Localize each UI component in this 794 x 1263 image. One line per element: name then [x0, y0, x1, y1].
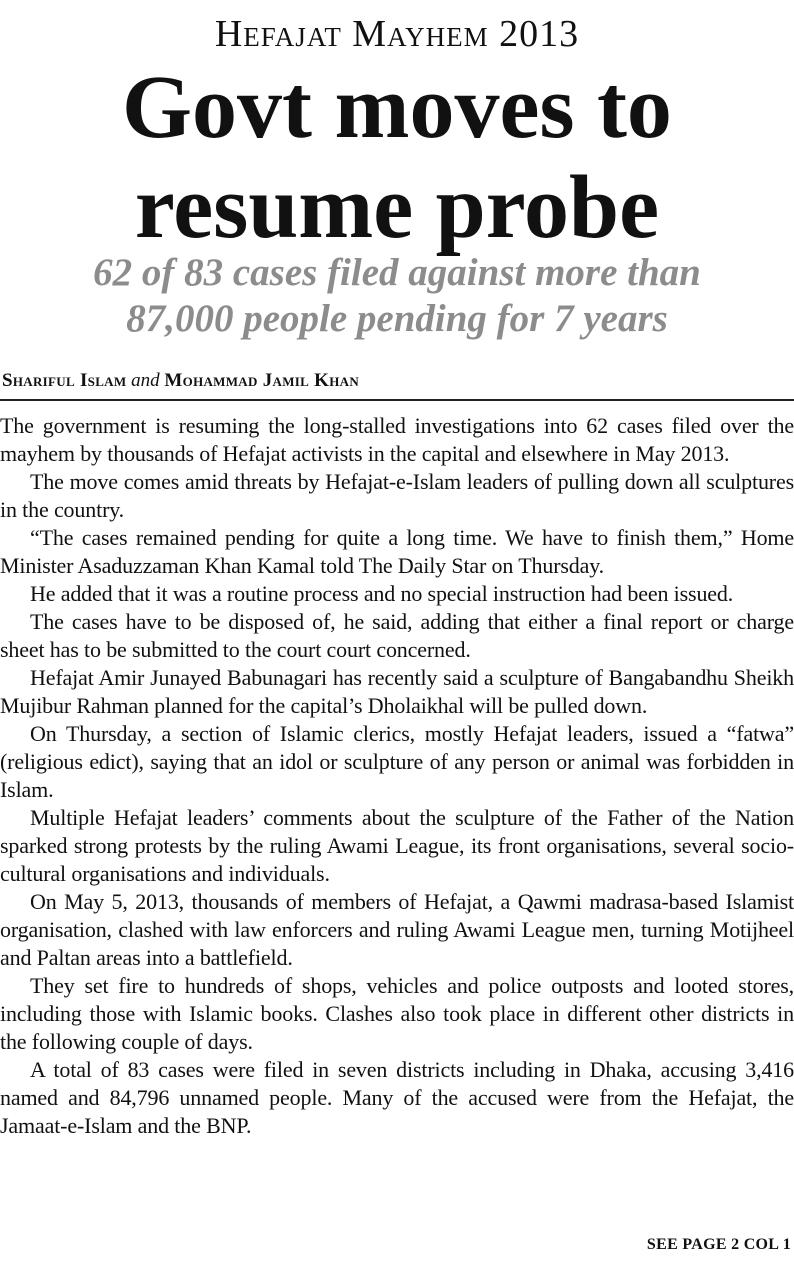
- headline-line: Govt moves to: [122, 58, 672, 157]
- byline-author: Mohammad Jamil Khan: [164, 370, 360, 391]
- body-paragraph: A total of 83 cases were filed in seven districts including in Dhaka, accusing 3,416 named and 84,796 unnamed people. Many of the accused were from the Hefajat, the Jamaat-e-Islam and the BNP.: [0, 1057, 794, 1138]
- body-paragraph: “The cases remained pending for quite a long time. We have to finish them,” Home Minister Asaduzzaman Khan Kamal told The Daily Star on Thursday.: [0, 525, 794, 578]
- article-byline: [2, 369, 359, 393]
- article-kicker: Hefajat Mayhem 2013: [214, 13, 580, 55]
- byline-author: Shariful Islam: [2, 370, 127, 391]
- article-body: [0, 412, 794, 1140]
- body-paragraph: The move comes amid threats by Hefajat-e-Islam leaders of pulling down all sculptures in the country.: [0, 469, 794, 522]
- article-headline: [0, 58, 794, 258]
- body-paragraph: On Thursday, a section of Islamic clerics, mostly Hefajat leaders, issued a “fatwa” (religious edict), saying that an idol or sculpture of any person or animal was forbidden in Islam.: [0, 721, 794, 802]
- continuation-link[interactable]: SEE PAGE 2 COL 1: [646, 1236, 791, 1253]
- subheadline-line: 62 of 83 cases filed against more than: [93, 251, 701, 294]
- byline-divider: [0, 399, 794, 401]
- byline-conjunction: and: [131, 370, 160, 391]
- body-paragraph: He added that it was a routine process and no special instruction had been issued.: [30, 581, 734, 606]
- headline-line: resume probe: [134, 158, 660, 257]
- body-paragraph: On May 5, 2013, thousands of members of Hefajat, a Qawmi madrasa-based Islamist organisation, clashed with law enforcers and ruling Awami League men, turning Motijheel and Paltan areas into a battlefield.: [0, 889, 794, 970]
- body-paragraph: The government is resuming the long-stalled investigations into 62 cases filed over the mayhem by thousands of Hefajat activists in the capital and elsewhere in May 2013.: [0, 413, 794, 466]
- body-paragraph: The cases have to be disposed of, he said, adding that either a final report or charge sheet has to be submitted to the court court concerned.: [0, 609, 794, 662]
- article-subheadline: [0, 250, 794, 342]
- body-paragraph: Hefajat Amir Junayed Babunagari has recently said a sculpture of Bangabandhu Sheikh Mujibur Rahman planned for the capital’s Dholaikhal will be pulled down.: [0, 665, 794, 718]
- body-paragraph: Multiple Hefajat leaders’ comments about the sculpture of the Father of the Nation sparked strong protests by the ruling Awami League, its front organisations, several socio-cultural organisations and individuals.: [0, 805, 794, 886]
- subheadline-line: 87,000 people pending for 7 years: [126, 297, 668, 340]
- body-paragraph: They set fire to hundreds of shops, vehicles and police outposts and looted stores, including those with Islamic books. Clashes also took place in different other districts in the following couple of days.: [0, 973, 794, 1054]
